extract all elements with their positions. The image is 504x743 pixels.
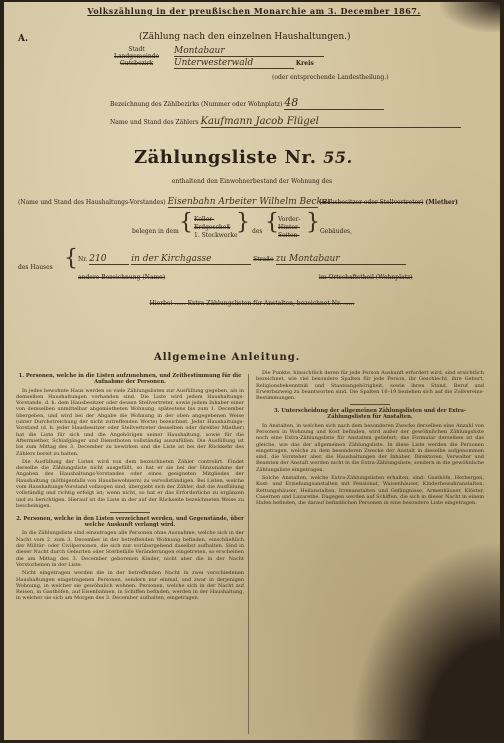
kreis-note: (oder entsprechende Landestheilung.) <box>272 74 389 81</box>
owner-suffix-struck: (Hausbesitzer oder Stellvertreter) <box>319 199 424 206</box>
owner-value[interactable]: Eisenbahn Arbeiter Wilhelm Becker <box>167 197 332 207</box>
building-prefix: belegen in dem <box>132 228 179 235</box>
section-divider <box>110 512 150 513</box>
of-the-label: des <box>252 228 263 235</box>
form-headline: Volkszählung in der preußischen Monarchie am 3. December 1867. <box>87 6 421 16</box>
place-label: im Ortschaftstheil (Wohnplatz) <box>318 274 413 281</box>
section-3-paragraph-3: Solche Anstalten, welche Extra-Zählungslisten erhalten, sind: Gasthöfe, Herbergen, Kost- und Erziehungsanstalten mit Pensionat, Waisenhäuser, Kinderbewahranstalten, Rettungshäuser, Heilanstalten, Irrenanstalten und Gefängnisse, Armenhäuser, Klöster, Casernen und Lazarethe. Dagegen werden auf Schiffen, die sich in dieser Nacht in einem Hafen befinden, die darauf befindlichen Personen in eine besondere Liste eingetragen. <box>256 475 484 507</box>
street-value[interactable]: in der Kirchgasse <box>131 254 251 265</box>
section-2-number: 2. <box>16 515 22 522</box>
section-3-paragraph-2: In Anstalten, in welchen sich nach dem besonderen Zwecke derselben eine Anzahl von Personen in Wohnung und Kost befinden, wird außer der gewöhnlichen Zählungsliste noch eine Extra-Zählungsliste für Anstalten geliefert; das Formular derselben ist das gleiche, wie das der allgemeinen Zählungsliste. In diese Liste werden die Personen eingetragen, welche zu dem besonderen Zwecke der Anstalt in dieselbe aufgenommen sind, die Vorsteher aber, die Haushaltungen der Inhaber, Direktoren, Verwalter und Beamten der Anstalt werden nicht in die Extra-Zählungsliste, sondern in die gewöhnliche Zählungsliste eingetragen. <box>256 422 484 473</box>
section-divider <box>350 404 390 405</box>
location-labels <box>114 46 159 67</box>
address-row <box>78 254 406 265</box>
stadt-field[interactable] <box>174 46 324 57</box>
floor-option-1: Erdgeschoß <box>194 224 231 231</box>
section-2-heading-text: Personen, welche in den Listen verzeichnet werden, und Gegenstände, über welche Auskunft verlangt wird. <box>23 515 244 529</box>
landgemeinde-label: Landgemeinde <box>114 53 160 60</box>
part-option-1: Hinter- <box>278 224 300 231</box>
section-letter: A. <box>18 34 29 44</box>
part-bracket-close: } <box>306 210 320 235</box>
place-value[interactable]: zu Montabaur <box>276 254 406 265</box>
section-1-heading-text: Personen, welche in die Listen aufzunehmen, und Zeitbestimmung für die Aufnahme der Personen. <box>25 373 242 386</box>
floor-option-2: 1. Stockwerke <box>194 232 238 239</box>
address-bracket: { <box>64 246 78 271</box>
house-nr-label: Nr. <box>78 256 88 263</box>
section-1-paragraph-2: Die Ausfüllung der Listen wird von dem bezeichneten Zähler controlirt. Findet derselbe die Zählungsliste nicht ausgefüllt, so hat er sie bei der Hinzunahme der Angaben des Haushaltungs-Vorstandes oder eines geeigneten Mitgliedes der Haushaltung (nöthigenfalls von Hausbewohnern) zu vervollständigen. Bei Listen, welche vom Haushaltungs-Vorstand vollzogen sind, übergiebt sich der Zähler, daß die Ausfüllung vollständig und richtig erfolgt ist; wenn nicht, so hat er das Erforderliche zu ergänzen und zu berichtigen. Hierauf ist die Liste in der auf der Rückseite bezeichneten Weise zu bescheinigen. <box>16 458 244 509</box>
extra-lists-line <box>4 300 500 307</box>
kreis-value: Unterwesterwald <box>174 58 294 69</box>
district-label: Bezeichnung des Zählbezirks (Nummer oder Wohnplatz) <box>110 101 283 108</box>
stadt-value: Montabaur <box>174 46 324 57</box>
owner-suffix: (Miether) <box>425 199 458 206</box>
section-2-heading <box>16 516 244 529</box>
census-form-sheet <box>4 2 500 740</box>
part-options <box>278 216 301 240</box>
section-1-number: 1. <box>18 373 24 379</box>
section-3-heading-text: Unterscheidung der allgemeinen Zählungslisten und der Extra-Zählungslisten für Anstalten. <box>281 408 467 421</box>
counter-label: Name und Stand des Zählers <box>110 119 199 126</box>
counter-row <box>110 116 461 128</box>
section-3-heading <box>256 408 484 421</box>
instructions-left-column <box>16 370 244 740</box>
district-row <box>110 96 384 110</box>
section-2-paragraph-1: In die Zählungsliste sind einzutragen alle Personen ohne Ausnahme, welche sich in der Nacht vom 2. zum 3. December in der betreffenden Wohnung befinden, einschließlich der Militär- oder Civilpersonen, die sich nur vorübergehend daselbst aufhalten. Sind in dieser Nacht durch Geburten oder Sterbefälle Veränderungen eingetreten, so erscheinen die am Mittag des 3. December geborenen Kinder, nicht aber die in der Nacht Verstorbenen in der Liste. <box>16 530 244 568</box>
floor-options <box>194 216 238 240</box>
instructions-title: Allgemeine Anleitung. <box>154 352 301 363</box>
counter-value[interactable]: Kaufmann Jacob Flügel <box>201 116 461 128</box>
extra-lists-text: Hierbei ...... Extra-Zählungslisten für Anstalten, bezeichnet Nr. ...... <box>149 300 355 307</box>
part-bracket-open: { <box>265 210 279 235</box>
contents-line: enthaltend den Einwohnerbestand der Wohnung des <box>171 178 333 185</box>
other-designation-label: andere Bezeichnung (Name) <box>78 274 166 281</box>
kreis-label: Kreis <box>295 60 314 67</box>
stadt-label: Stadt <box>128 46 145 53</box>
floor-bracket-open: { <box>179 210 193 235</box>
paper-damage-top-right <box>440 2 500 32</box>
address-labels <box>78 274 413 281</box>
address-prefix: des Hauses <box>18 264 53 271</box>
building-suffix: Gebäudes, <box>320 228 353 235</box>
column-divider <box>248 374 249 734</box>
section-2-paragraph-2: Nicht eingetragen werden die in der betreffenden Nacht in zwei verschiedenen Haushaltungen eingetragenen Personen, sondern nur einmal, und zwar in derjenigen Wohnung, in welcher sie gewöhnlich wohnen. Personen, welche sich in der Nacht auf Reisen, in Gasthöfen, auf Eisenbahnen, in Schiffen befinden, werden in der Haushaltung, in welcher sie sich am Morgen des 3. December aufhalten, eingetragen. <box>16 570 244 602</box>
title-number: 55. <box>323 148 353 167</box>
floor-option-0: Keller- <box>194 216 215 223</box>
floor-bracket-close: } <box>236 210 250 235</box>
section-3-number: 3. <box>273 408 280 415</box>
title-text: Zählungsliste Nr. <box>134 147 317 168</box>
paper-damage-bottom-right <box>350 540 500 740</box>
section-3-paragraph-1: Die Punkte, hinsichtlich deren für jede Person Auskunft erfordert wird, sind ersichtlich bezeichnet, wie viel besondere Spalten für jede Person, ihr Geschlecht, ihre Geburt, Religionsbekenntniß und Staatsangehörigkeit, sowie ihren Stand, Beruf und Erwerbszweig zu beantworten sind. Die Spalten 16–19 beziehen sich auf die Zollvereins-Bestimmungen. <box>256 370 484 402</box>
part-option-0: Vorder- <box>278 216 301 223</box>
owner-row <box>18 197 488 208</box>
section-1-heading <box>16 373 244 386</box>
house-nr-value[interactable]: 210 <box>89 254 129 265</box>
kreis-field[interactable] <box>174 58 314 69</box>
section-1-paragraph-1: In jedes bewohnte Haus werden so viele Zählungslisten zur Ausfüllung gegeben, als in demselben Haushaltungen vorhanden sind. Die Liste wird jedem Haushaltungs-Vorstande, d. h. dem Hausbesitzer oder dessen Stellvertreter, sowie jedem Inhaber einer von demselben unmittelbar abgemietheten Wohnung, spätestens bis zum 1. December übergeben, und wird bei der Abgabe die Wohnung in der oben angegebenen Weise (unter Durchstreichung der nicht zutreffenden Worte) bezeichnet. Jeder Haushaltungs-Vorstand (d. h. jeder Hausbesitzer oder Stellvertreter desselben oder direkter Miether) hat die Liste für sich und die Angehörigen seiner Haushaltung, sowie für die Aftermiether, Schlafgänger und Dienstboten vollständig auszufüllen. Die Ausfüllung ist bis zum Mittag des 3. December zu bewirken und die Liste ist bei der Rückkehr des Zählers bereit zu halten. <box>16 387 244 457</box>
gutsbezirk-label: Gutsbezirk <box>119 60 154 67</box>
part-option-2: Seiten- <box>278 232 300 239</box>
form-subtitle: (Zählung nach den einzelnen Haushaltungen.) <box>139 32 351 42</box>
owner-label: (Name und Stand des Haushaltungs-Vorstandes) <box>18 199 166 206</box>
district-value[interactable]: 48 <box>284 96 384 110</box>
page-title <box>134 147 353 168</box>
street-label: Straße <box>253 256 274 263</box>
